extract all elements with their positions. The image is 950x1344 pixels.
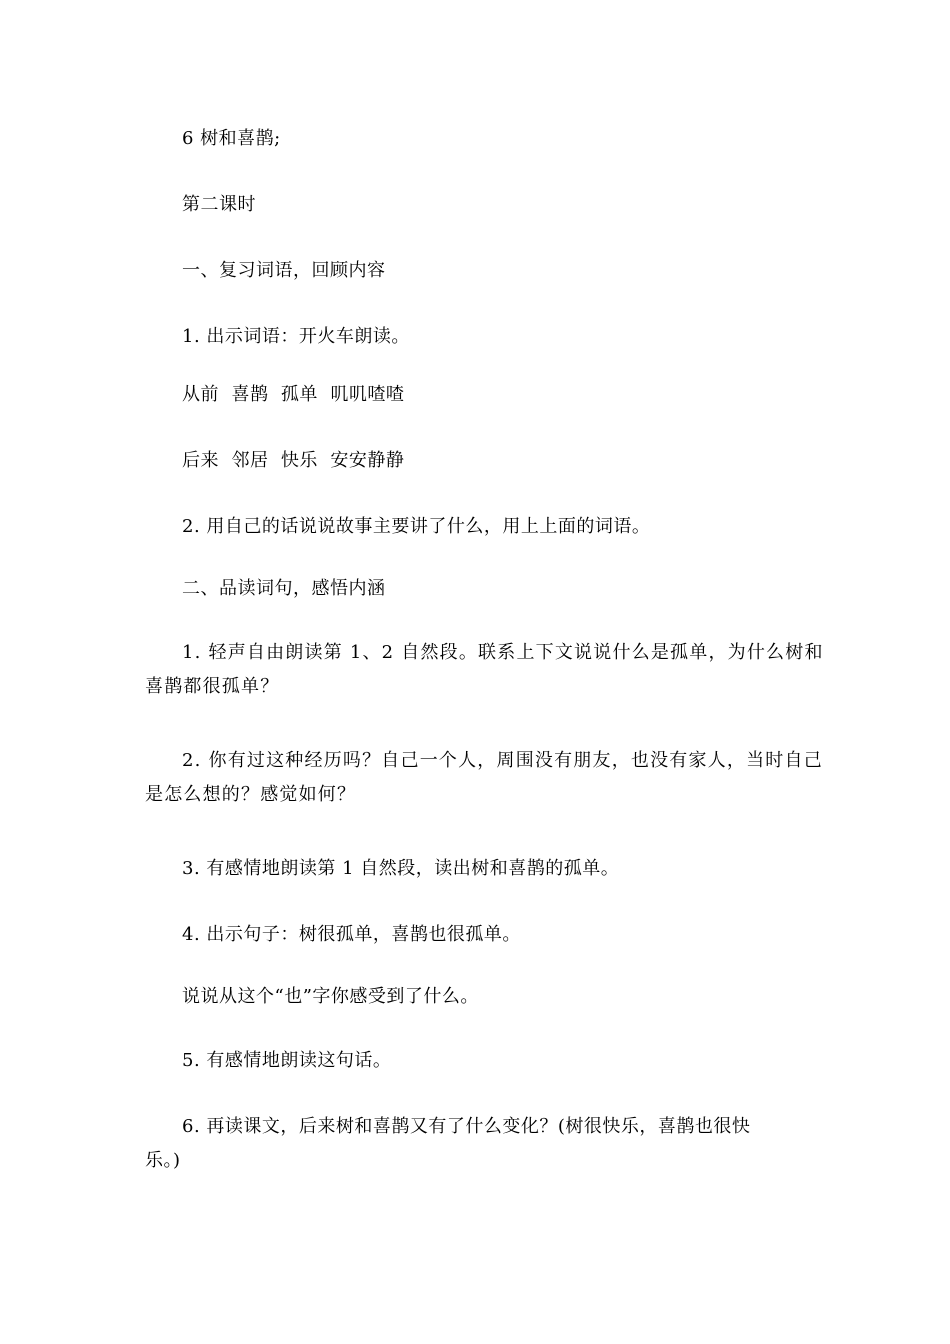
section-heading-reading: 二、品读词句，感悟内涵	[182, 578, 386, 599]
list-item: 5. 有感情地朗读这句话。	[182, 1050, 392, 1071]
paragraph-note: 说说从这个“也”字你感受到了什么。	[182, 986, 479, 1007]
section-heading-review: 一、复习词语，回顾内容	[182, 260, 386, 281]
list-item: 6. 再读课文，后来树和喜鹊又有了什么变化？(树很快乐，喜鹊也很快乐。)	[145, 1116, 751, 1171]
vocab-row: 后来 邻居 快乐 安安静静	[182, 450, 405, 471]
list-item: 2. 你有过这种经历吗？自己一个人，周围没有朋友，也没有家人，当时自己是怎么想的？感觉如何？	[145, 750, 823, 805]
vocab-row: 从前 喜鹊 孤单 叽叽喳喳	[182, 384, 405, 405]
list-item: 2. 用自己的话说说故事主要讲了什么，用上上面的词语。	[182, 516, 651, 537]
list-item: 4. 出示句子：树很孤单，喜鹊也很孤单。	[182, 924, 521, 945]
lesson-period: 第二课时	[182, 194, 256, 215]
list-item: 1. 轻声自由朗读第 1、2 自然段。联系上下文说说什么是孤单，为什么树和喜鹊都很孤单？	[145, 642, 824, 697]
lesson-title: 6 树和喜鹊;	[182, 128, 281, 149]
list-item: 3. 有感情地朗读第 1 自然段，读出树和喜鹊的孤单。	[182, 858, 620, 879]
list-item: 1. 出示词语：开火车朗读。	[182, 326, 410, 347]
